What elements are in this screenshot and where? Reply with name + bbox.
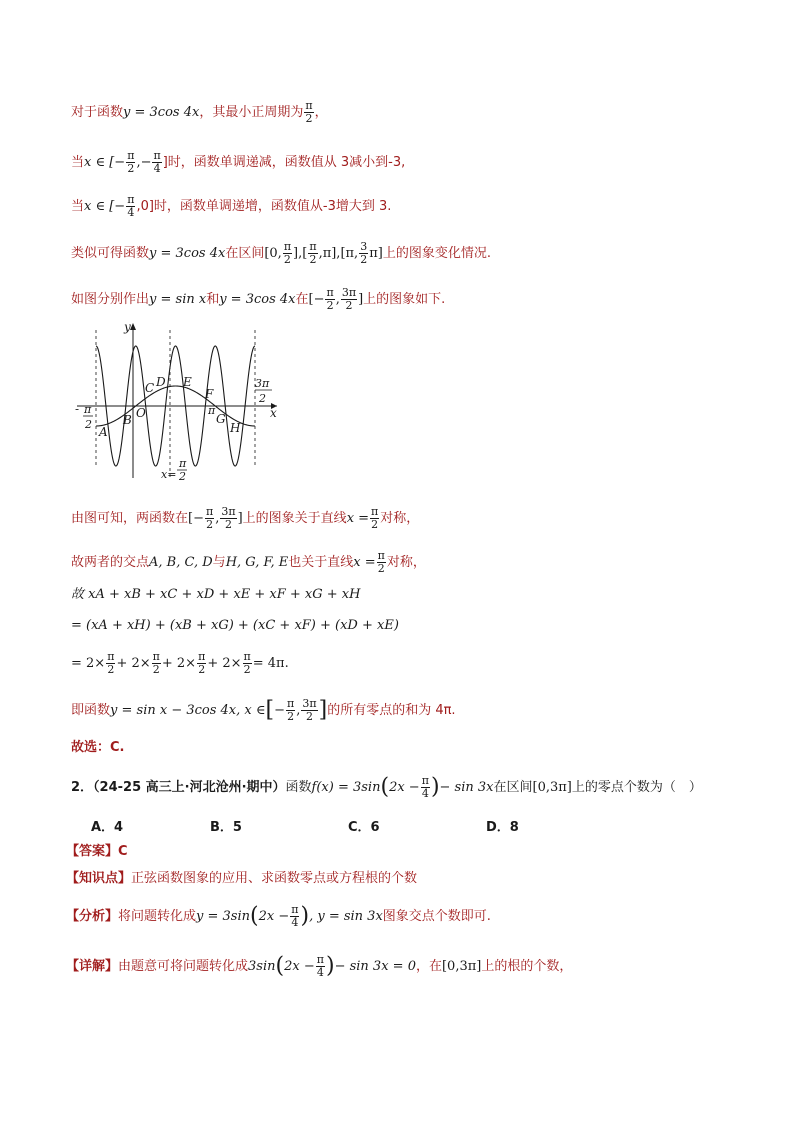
knowledge-line: 【知识点】正弦函数图象的应用、求函数零点或方程根的个数 bbox=[66, 871, 418, 886]
option-c: C．6 bbox=[348, 820, 380, 835]
svg-text:F: F bbox=[205, 387, 214, 401]
detail-line: 【详解】由题意可将问题转化成3sin(2x − $\frac{\pi}{4}$ )− sin 3x = 0，在[0,3π]上的根的个数， bbox=[66, 953, 573, 979]
line-similar: 类似可得函数y = 3cos 4x在区间[0, $\frac{\pi}{2}$ ],[ $\frac{\pi}{2}$ ,π],[π, $\frac{3}{2}$ π]上的图象变化情况. bbox=[71, 240, 491, 266]
function-graph bbox=[72, 320, 282, 480]
svg-text:2: 2 bbox=[179, 470, 186, 480]
svg-text:D: D bbox=[156, 375, 166, 389]
svg-text:2: 2 bbox=[85, 418, 92, 431]
line-sum-2: = (xA + xH) + (xB + xG) + (xC + xF) + (xD + xE) bbox=[71, 618, 399, 633]
svg-text:A: A bbox=[99, 425, 108, 439]
option-b: B．5 bbox=[210, 820, 242, 835]
line-sum-3: = 2× $\frac{\pi}{2}$ + 2× $\frac{\pi}{2}$ + 2× $\frac{\pi}{2}$ + 2× $\frac{\pi}{2}$ = 4π. bbox=[71, 650, 289, 676]
svg-text:π: π bbox=[208, 404, 216, 417]
svg-text:y: y bbox=[124, 320, 131, 334]
option-a: A．4 bbox=[91, 820, 124, 835]
svg-text:E: E bbox=[183, 375, 192, 389]
line-sum-1: 故 xA + xB + xC + xD + xE + xF + xG + xH bbox=[71, 587, 361, 602]
svg-text:G: G bbox=[216, 412, 226, 426]
line-increasing: 当x ∈ [− $\frac{\pi}{4}$ ,0]时，函数单调递增，函数值从-3增大到 3. bbox=[71, 193, 392, 219]
line-conclusion: 即函数y = sin x − 3cos 4x, x ∈[− $\frac{\pi}{2}$ , $\frac{3\pi}{2}$ ]的所有零点的和为 4π. bbox=[71, 697, 456, 723]
svg-text:C: C bbox=[145, 381, 155, 395]
line-period: 对于函数y = 3cos 4x，其最小正周期为 $\frac{\pi}{2}$ ， bbox=[71, 99, 328, 125]
analysis-line: 【分析】将问题转化成y = 3sin(2x − $\frac{\pi}{4}$ ), y = sin 3x图象交点个数即可. bbox=[66, 903, 491, 929]
line-decreasing: 当x ∈ [− $\frac{\pi}{2}$ ,− $\frac{\pi}{4}$ ]时，函数单调递减，函数值从 3减小到-3, bbox=[71, 149, 406, 175]
option-d: D．8 bbox=[486, 820, 519, 835]
question-2: 2．（24-25 高三上·河北沧州·期中）函数f(x) = 3sin(2x − $\frac{\pi}{4}$ )− sin 3x在区间[0,3π]上的零点个数为（ ） bbox=[71, 774, 702, 800]
line-intersections: 故两者的交点A, B, C, D与H, G, F, E也关于直线x = $\frac{\pi}{2}$ 对称， bbox=[71, 549, 426, 575]
svg-text:π: π bbox=[84, 403, 92, 416]
svg-text:O: O bbox=[136, 406, 146, 420]
line-graph-intro: 如图分别作出y = sin x和y = 3cos 4x在[− $\frac{\pi}{2}$ , $\frac{3\pi}{2}$ ]上的图象如下. bbox=[71, 286, 446, 312]
svg-text:-: - bbox=[75, 402, 80, 416]
svg-text:x: x bbox=[270, 406, 277, 420]
svg-text:x=: x= bbox=[161, 468, 177, 480]
svg-text:π: π bbox=[179, 457, 187, 470]
svg-text:B: B bbox=[123, 413, 132, 427]
answer-line: 【答案】C bbox=[66, 844, 128, 859]
line-symmetry: 由图可知，两函数在[− $\frac{\pi}{2}$ , $\frac{3\pi}{2}$ ]上的图象关于直线x = $\frac{\pi}{2}$ 对称， bbox=[71, 505, 420, 531]
line-choice: 故选：C. bbox=[71, 740, 125, 755]
svg-text:H: H bbox=[230, 421, 241, 435]
svg-text:3π: 3π bbox=[255, 377, 270, 390]
svg-text:2: 2 bbox=[259, 392, 266, 405]
